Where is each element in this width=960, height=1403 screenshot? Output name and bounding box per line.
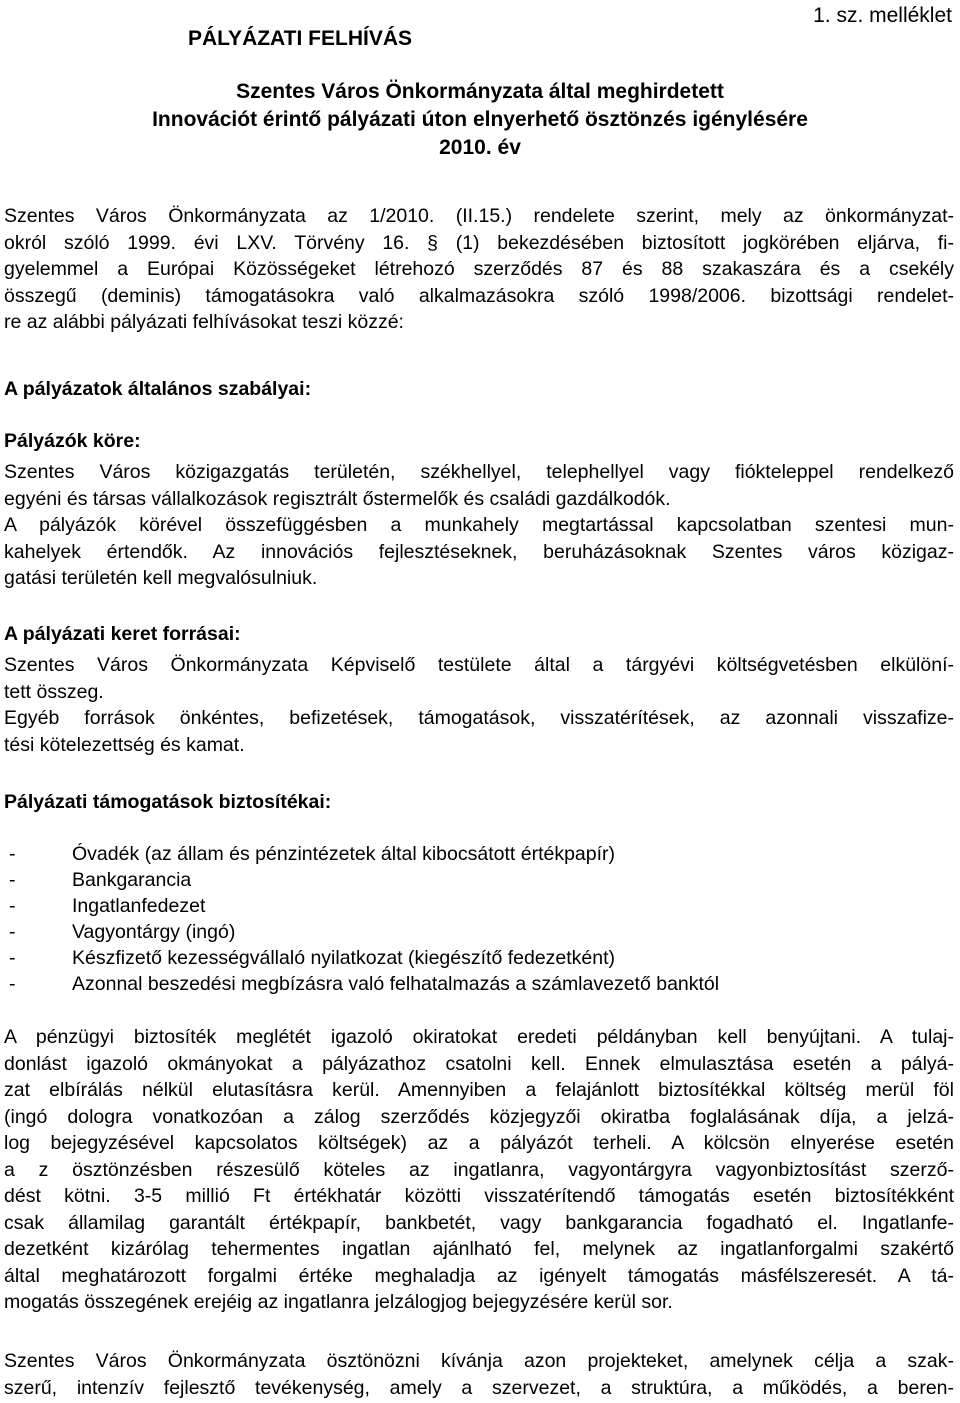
list-item — [4, 919, 904, 945]
text-line: Szentes Város Önkormányzata ösztönözni kívánja azon projekteket, amelynek célja a szak- — [4, 1350, 954, 1372]
list-item — [4, 893, 904, 919]
text-line: zat elbírálás nélkül elutasításra kerül. Amennyiben a felajánlott biztosítékkal költség merül föl — [4, 1079, 954, 1101]
dash-bullet: - — [9, 895, 16, 917]
dash-bullet: - — [9, 973, 16, 995]
text-line: dezetként kizárólag tehermentes ingatlan ajánlható fel, melynek az ingatlanforgalmi szakértő — [4, 1238, 954, 1260]
page-title: PÁLYÁZATI FELHÍVÁS — [187, 27, 413, 50]
list-item-text: Vagyontárgy (ingó) — [72, 921, 236, 943]
text-line: tett összeg. — [4, 680, 104, 703]
text-line: által meghatározott forgalmi értéke meghaladja az igényelt támogatás másfélszeresét. A tá- — [4, 1264, 954, 1287]
text-line: gatási területén kell megvalósulniuk. — [4, 567, 318, 589]
text-line: re az alábbi pályázati felhívásokat teszi közzé: — [4, 311, 404, 333]
list-item — [4, 867, 904, 893]
text-line: Szentes Város Önkormányzata az 1/2010. (II.15.) rendelete szerint, mely az önkormányzat- — [4, 205, 954, 227]
text-line: összegű (deminis) támogatásokra való alkalmazásokra szóló 1998/2006. bizottsági rendelet- — [4, 284, 954, 307]
funding-paragraph — [4, 652, 954, 758]
applicants-paragraph — [4, 459, 954, 592]
subtitle-line: 2010. év — [439, 136, 521, 159]
text-line: A pályázók körével összefüggésben a munkahely megtartással kapcsolatban szentesi mun- — [4, 514, 954, 536]
list-item-text: Óvadék (az állam és pénzintézetek által kibocsátott értékpapír) — [72, 843, 616, 865]
text-line: kahelyek értendők. Az innovációs fejlesztéseknek, beruházásoknak Szentes város közigaz- — [4, 540, 954, 563]
text-line: dést kötni. 3-5 millió Ft értékhatár közötti visszatérítendő támogatás esetén biztosítékként — [4, 1185, 954, 1207]
dash-bullet: - — [9, 869, 16, 891]
text-line: szerű, intenzív fejlesztő tevékenység, amely a szervezet, a struktúra, a működés, a beren- — [4, 1376, 954, 1399]
text-line: A pénzügyi biztosíték meglétét igazoló okiratokat eredeti példányban kell benyújtani. A tulaj- — [4, 1026, 954, 1048]
text-line: (ingó dologra vonatkozóan a zálog szerződés közjegyzői okiratba foglalásának díja, a jelzá- — [4, 1105, 954, 1128]
text-line: Egyéb források önkéntes, befizetések, támogatások, visszatérítések, az azonnali visszafize- — [4, 707, 954, 729]
text-line: a z ösztönzésben részesülő köteles az ingatlanra, vagyontárgyra vagyonbiztosítást szerző- — [4, 1158, 954, 1181]
list-item-text: Bankgarancia — [72, 869, 192, 891]
list-item-text: Ingatlanfedezet — [72, 895, 206, 917]
subtitle-line: Innovációt érintő pályázati úton elnyerhető ösztönzés igénylésére — [152, 108, 808, 131]
subtitle-line: Szentes Város Önkormányzata által meghirdetett — [236, 80, 724, 103]
text-line: csak államilag garantált értékpapír, bankbetét, vagy bankgarancia fogadható el. Ingatlanfe- — [4, 1211, 954, 1234]
funding-heading: A pályázati keret forrásai: — [4, 623, 241, 645]
list-item-text: Készfizető kezességvállaló nyilatkozat (kiegészítő fedezetként) — [72, 947, 616, 969]
rules-heading: A pályázatok általános szabályai: — [4, 378, 312, 400]
dash-bullet: - — [9, 921, 16, 943]
text-line: donlást igazoló okmányokat a pályázathoz csatolni kell. Ennek elmulasztása esetén a pályá- — [4, 1052, 954, 1075]
list-item — [4, 971, 904, 997]
guarantee-paragraph — [4, 1024, 954, 1316]
text-line: mogatás összegének erejéig az ingatlanra jelzálogjog bejegyzésére kerül sor. — [4, 1291, 673, 1313]
list-item-text: Azonnal beszedési megbízásra való felhatalmazás a számlavezető banktól — [72, 973, 720, 995]
annex-label: 1. sz. melléklet — [813, 4, 952, 27]
text-line: Szentes Város közigazgatás területén, székhellyel, telephellyel vagy fiókteleppel rendelkező — [4, 461, 954, 483]
applicants-heading: Pályázók köre: — [4, 430, 141, 452]
text-line: egyéni és társas vállalkozások regisztrált őstermelők és családi gazdálkodók. — [4, 487, 671, 510]
dash-bullet: - — [9, 947, 16, 969]
closing-paragraph — [4, 1348, 954, 1401]
list-item — [4, 841, 904, 867]
document-subtitle — [0, 78, 960, 162]
intro-paragraph — [4, 203, 954, 336]
guarantees-heading: Pályázati támogatások biztosítékai: — [4, 791, 332, 813]
text-line: Szentes Város Önkormányzata Képviselő testülete által a tárgyévi költségvetésben elkülöní- — [4, 654, 954, 676]
text-line: tési kötelezettség és kamat. — [4, 733, 245, 756]
text-line: log bejegyzésével kapcsolatos költségek) az a pályázót terheli. A kölcsön elnyerése esetén — [4, 1132, 954, 1154]
dash-bullet: - — [9, 843, 16, 865]
list-item — [4, 945, 904, 971]
text-line: okról szóló 1999. évi LXV. Törvény 16. § (1) bekezdésében biztosított jogkörében eljárva, fi- — [4, 231, 954, 254]
text-line: gyelemmel a Európai Közösségeket létrehozó szerződés 87 és 88 szakaszára és a csekély — [4, 258, 954, 280]
guarantee-list — [4, 841, 904, 997]
